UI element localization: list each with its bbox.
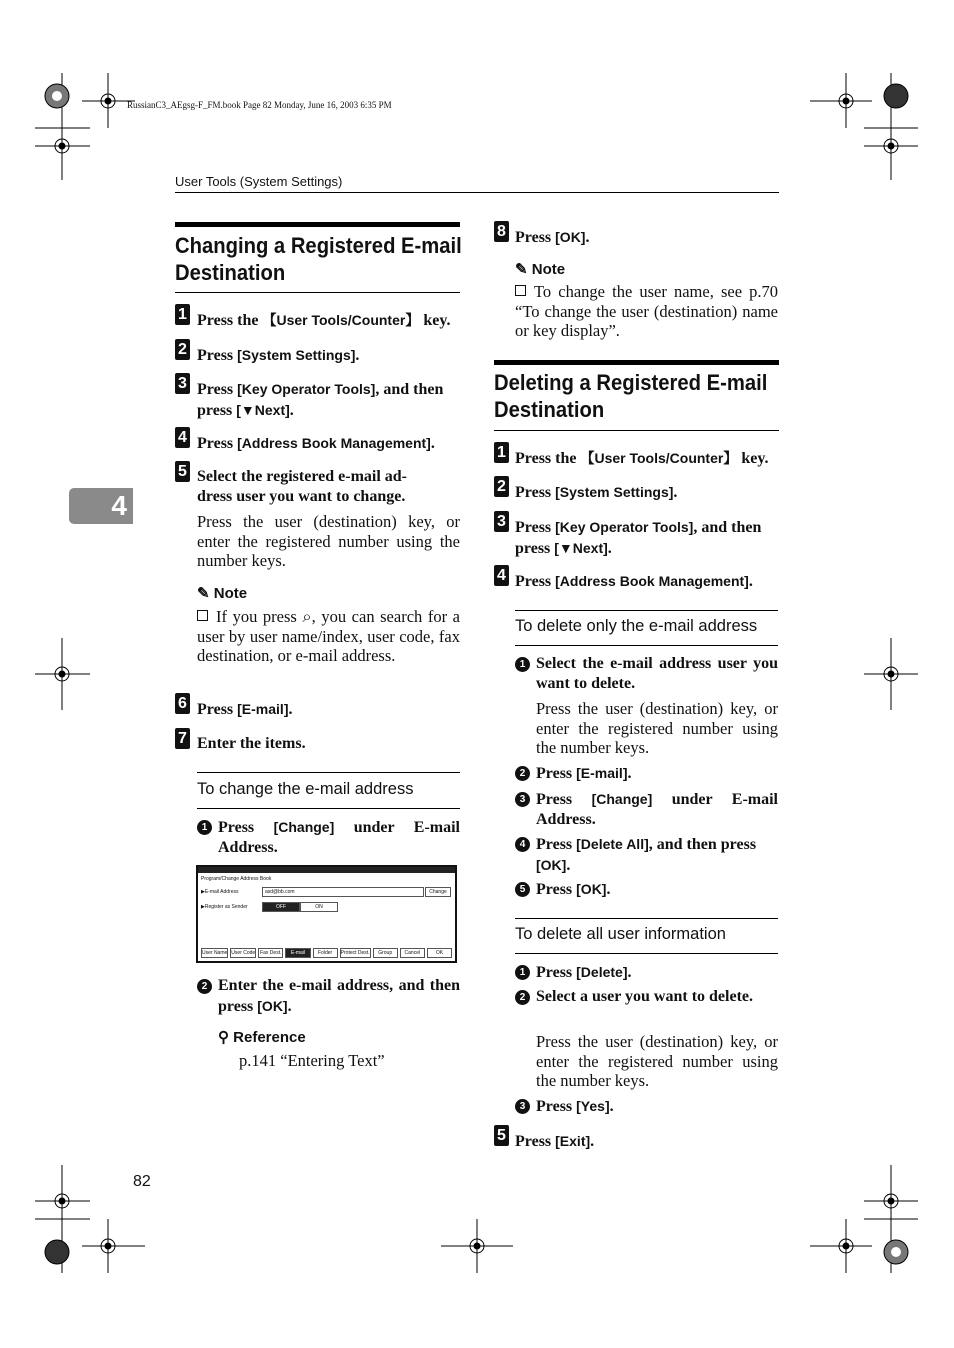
substep-text: Press [Change] under E-mail Address. xyxy=(218,819,460,856)
step-number: 4 xyxy=(175,427,190,448)
note-heading: ✎ Note xyxy=(515,261,566,278)
substep-number: 2 xyxy=(197,979,212,994)
screen-change-button: Change xyxy=(425,887,451,897)
step-number: 1 xyxy=(494,442,509,463)
step-number: 2 xyxy=(494,476,509,497)
step-text: Press [Key Operator Tools], and then press [▼Next]. xyxy=(197,381,444,419)
substep-body: Press the user (destination) key, or enter the registered number using the number keys. xyxy=(536,699,778,757)
note-text: To change the user name, see p.70 “To change the user (destination) name or key display”. xyxy=(515,282,778,340)
screen-tab: Folder xyxy=(313,948,338,958)
step-number: 4 xyxy=(494,565,509,586)
subsection-rule xyxy=(515,645,778,646)
substep-number: 2 xyxy=(515,766,530,781)
subsection-rule xyxy=(515,610,778,611)
subsection-title: To delete all user information xyxy=(515,925,726,943)
substep-number: 4 xyxy=(515,837,530,852)
screen-tab: Cancel xyxy=(400,948,425,958)
substep-number: 1 xyxy=(197,820,212,835)
subsection-title: To delete only the e-mail address xyxy=(515,617,758,635)
header-rule xyxy=(175,192,779,193)
subsection-rule xyxy=(197,808,460,809)
step-text: Press [E-mail]. xyxy=(197,701,293,718)
print-info: RussianC3_AEgsg-F_FM.book Page 82 Monday, June 16, 2003 6:35 PM xyxy=(127,100,392,110)
step-body: Press the user (destination) key, or enter the registered number using the number keys. xyxy=(197,512,460,570)
screen-off-option: OFF xyxy=(262,902,300,912)
running-header: User Tools (System Settings) xyxy=(175,174,343,189)
step-number: 1 xyxy=(175,304,190,325)
screen-label: ▶E-mail Address xyxy=(201,889,239,895)
substep-text: Enter the e-mail address, and then press [OK]. xyxy=(218,977,460,1015)
substep-text: Press [E-mail]. xyxy=(536,765,632,782)
section-title-changing: Changing a Registered E-mail Destination xyxy=(175,233,462,285)
step-text: Press [System Settings]. xyxy=(515,484,678,501)
substep-text: Press [OK]. xyxy=(536,881,611,898)
substep-number: 5 xyxy=(515,882,530,897)
step-number: 8 xyxy=(494,221,509,242)
screen-tab: E-mail xyxy=(285,948,310,958)
screen-tab: Protect Dest. xyxy=(340,950,370,956)
substep-number: 3 xyxy=(515,792,530,807)
step-text: Press [OK]. xyxy=(515,229,590,246)
substep-text: Select the e-mail address user you want to delete. xyxy=(536,655,778,692)
step-text: Press the 【User Tools/Counter】 key. xyxy=(515,450,769,467)
screen-tab: Fax Dest. xyxy=(260,950,282,956)
step-number: 5 xyxy=(494,1125,509,1146)
section-title-deleting: Deleting a Registered E-mail Destination xyxy=(494,370,768,422)
step-text: Press [Exit]. xyxy=(515,1133,595,1150)
substep-text: Press [Delete]. xyxy=(536,964,632,981)
checkbox-bullet-icon xyxy=(197,610,208,621)
step-text: Enter the items. xyxy=(197,735,306,752)
screen-tab-bar xyxy=(201,948,452,958)
section-rule-top xyxy=(494,360,779,365)
screen-on-option: ON xyxy=(300,902,338,912)
reference-heading: ⚲ Reference xyxy=(218,1029,306,1046)
substep-text: Select a user you want to delete. xyxy=(536,988,753,1005)
substep-text: Press [Change] under E-mail Address. xyxy=(536,791,778,828)
subsection-rule xyxy=(197,772,460,773)
substep-number: 1 xyxy=(515,657,530,672)
search-key-icon: ⌕ xyxy=(302,607,312,626)
reference-text: p.141 “Entering Text” xyxy=(239,1051,385,1070)
section-rule-bottom xyxy=(494,430,779,431)
note-heading: ✎ Note xyxy=(197,585,248,602)
substep-body: Press the user (destination) key, or enter the registered number using the number keys. xyxy=(536,1032,778,1090)
section-rule-bottom xyxy=(175,292,460,293)
substep-number: 1 xyxy=(515,965,530,980)
step-text: Press [System Settings]. xyxy=(197,347,360,364)
screen-email-field: asd@bb.com xyxy=(262,887,424,897)
screen-tab: Group xyxy=(373,948,398,958)
screen-tab: OK xyxy=(427,948,452,958)
step-number: 3 xyxy=(175,373,190,394)
screen-status-bar xyxy=(198,867,455,873)
subsection-rule xyxy=(515,953,778,954)
step-text: Press [Address Book Management]. xyxy=(515,573,753,590)
step-number: 7 xyxy=(175,728,190,749)
screen-label: ▶Register as Sender xyxy=(201,904,248,910)
step-text: Press [Address Book Management]. xyxy=(197,435,435,452)
substep-number: 2 xyxy=(515,990,530,1005)
page-number: 82 xyxy=(133,1173,151,1190)
substep-text: Press [Yes]. xyxy=(536,1098,614,1115)
subsection-title: To change the e-mail address xyxy=(197,780,414,798)
magnifier-icon: ⚲ xyxy=(218,1029,229,1046)
step-text: Select the registered e-mail ad- dress user you want to change. xyxy=(197,468,408,505)
pencil-icon: ✎ xyxy=(197,585,210,602)
screen-tab: User Code xyxy=(231,950,256,956)
chapter-tab: 4 xyxy=(69,488,133,524)
pencil-icon: ✎ xyxy=(515,261,528,278)
step-number: 6 xyxy=(175,693,190,714)
step-number: 3 xyxy=(494,511,509,532)
step-number: 2 xyxy=(175,339,190,360)
note-text: If you press ⌕, you can search for a user by user name/index, user code, fax destination, or e-mail address. xyxy=(197,607,460,665)
checkbox-bullet-icon xyxy=(515,285,526,296)
substep-text: Press [Delete All], and then press [OK]. xyxy=(536,836,757,874)
step-number: 5 xyxy=(175,461,190,482)
device-screen-image xyxy=(196,865,457,963)
substep-number: 3 xyxy=(515,1099,530,1114)
screen-title: Program/Change Address Book xyxy=(201,876,272,882)
step-text: Press [Key Operator Tools], and then press [▼Next]. xyxy=(515,519,762,557)
screen-tab: User Name xyxy=(202,950,228,956)
step-text: Press the 【User Tools/Counter】 key. xyxy=(197,312,451,329)
subsection-rule xyxy=(515,918,778,919)
section-rule-top xyxy=(175,222,460,227)
